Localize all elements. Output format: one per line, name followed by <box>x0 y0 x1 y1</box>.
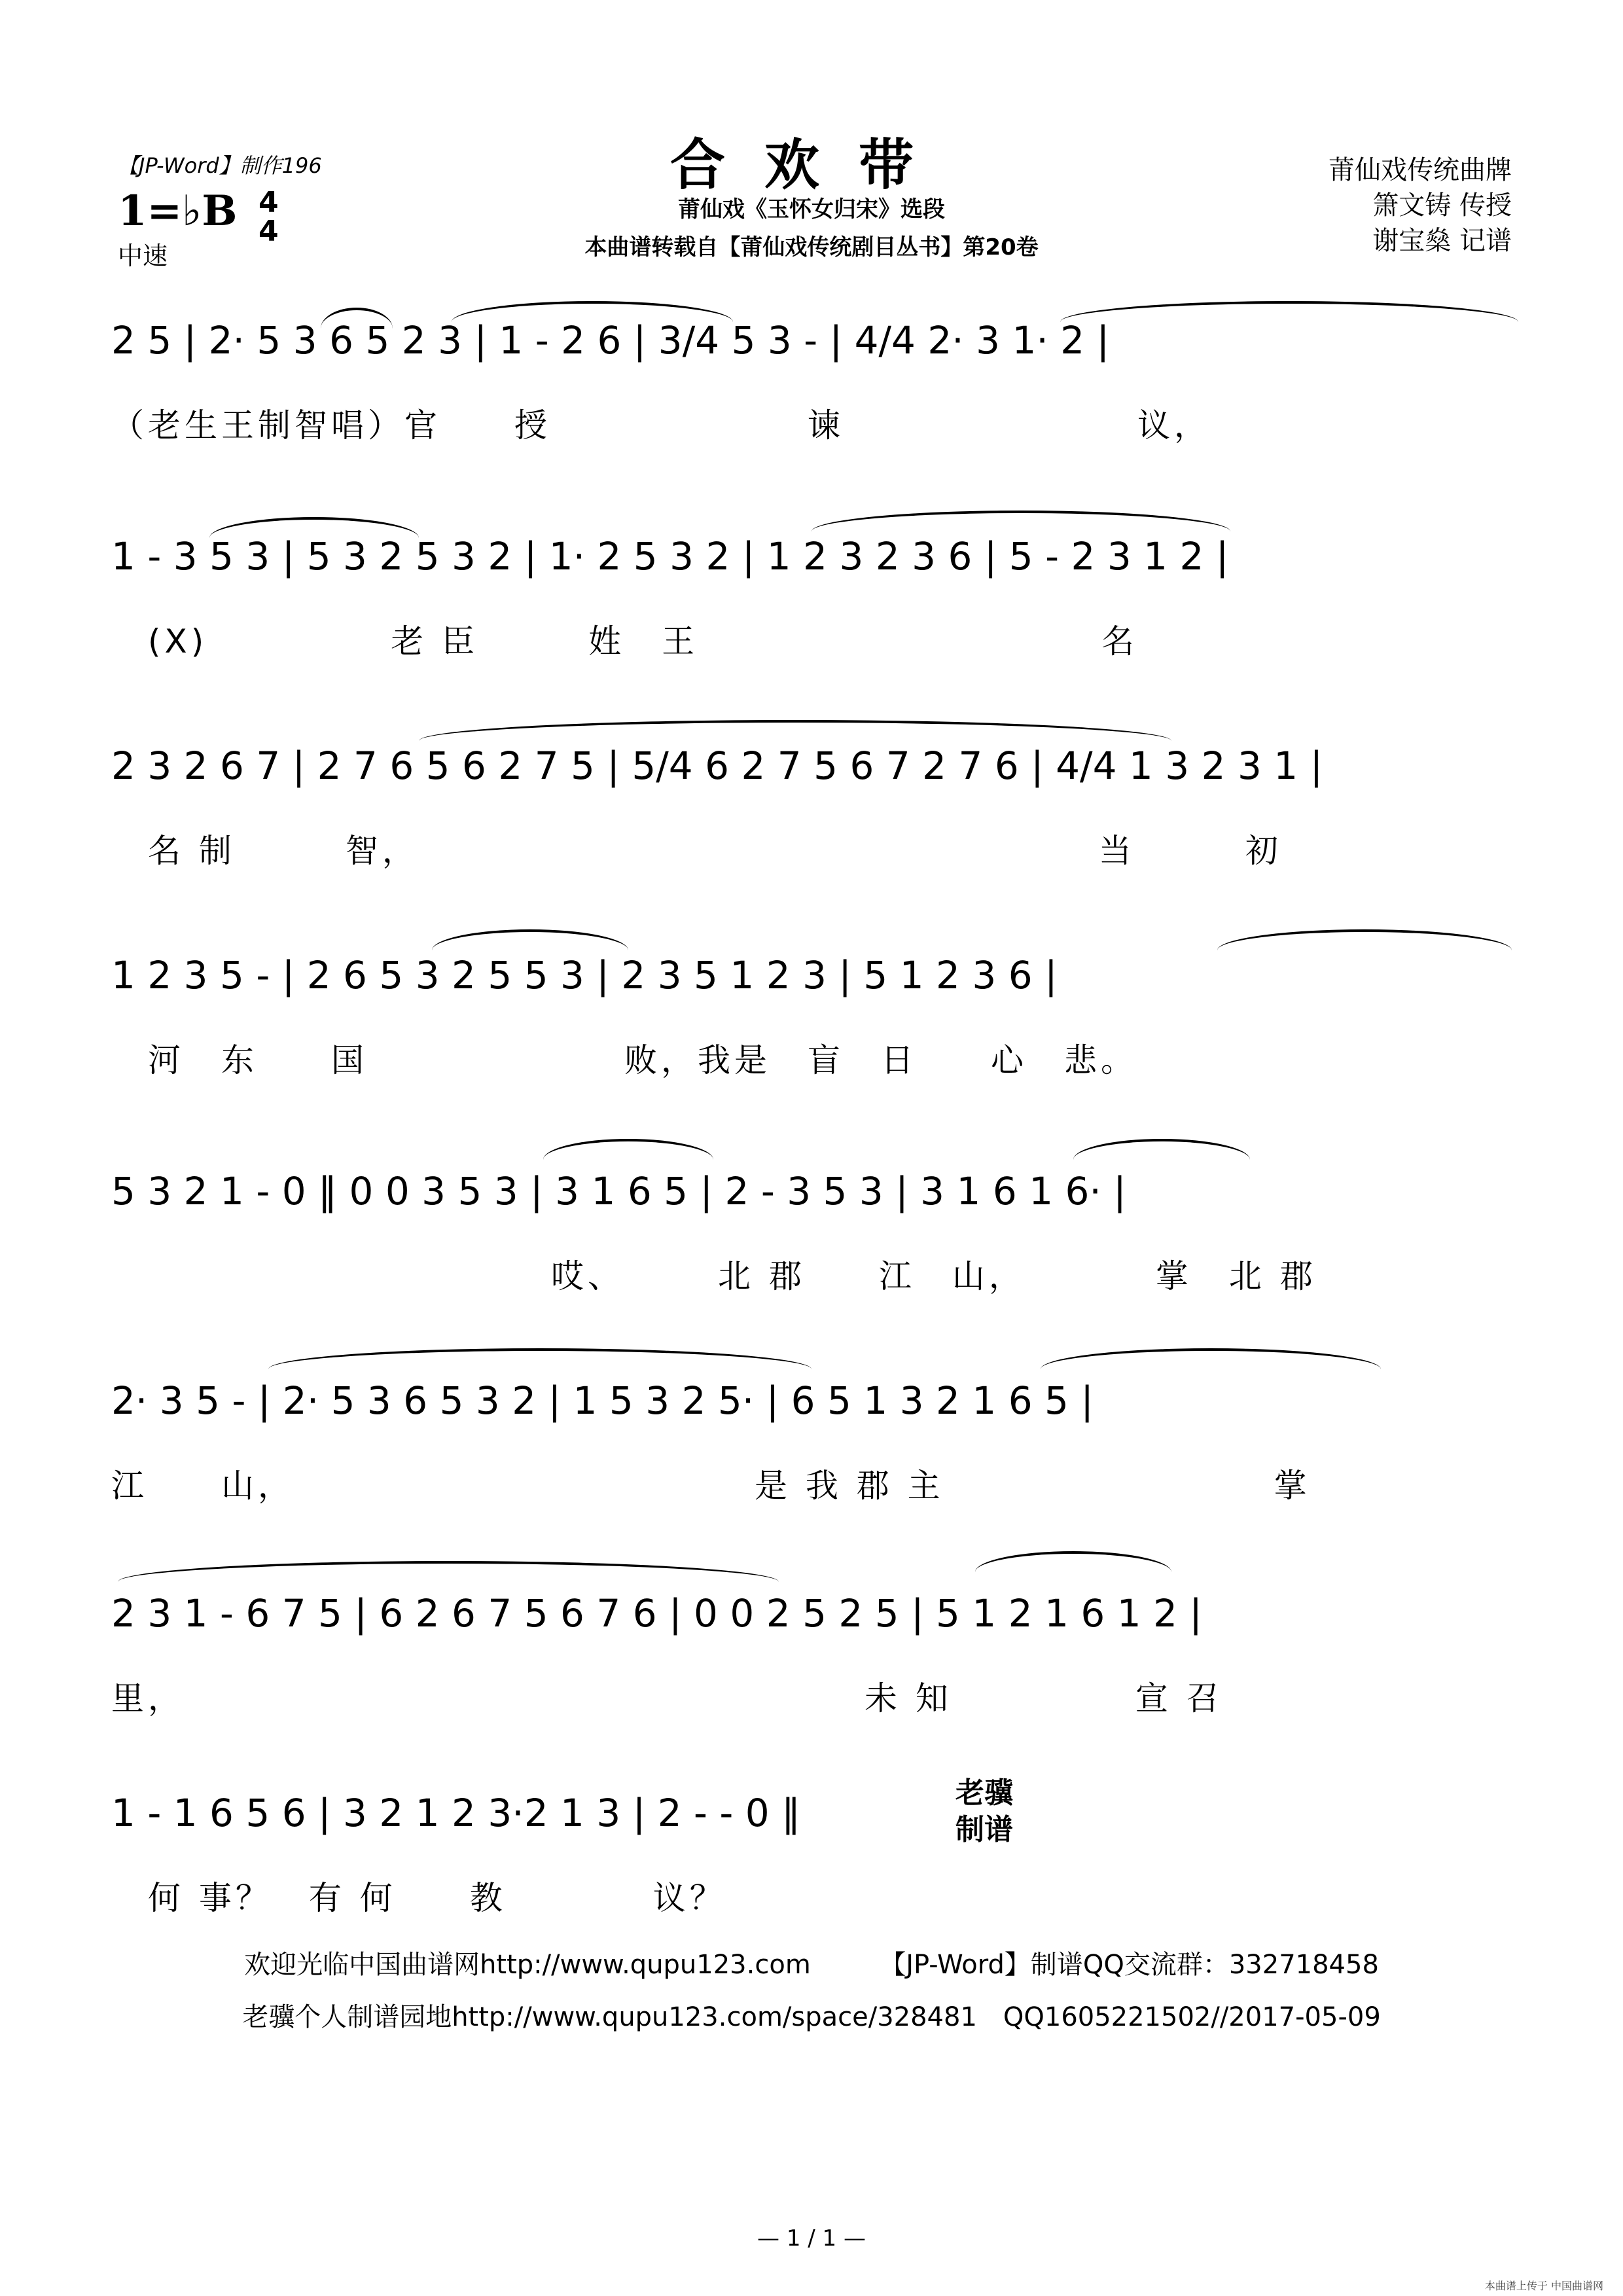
notation-line: 2 5 | 2· 5 3 6 5 2 3 | 1 - 2 6 | 3/4 5 3 - | 4/4 2· 3 1· 2 | <box>111 318 1110 363</box>
transcriber-label: 谢宝燊 记谱 <box>1372 226 1512 256</box>
notation-line: 2 3 1 - 6 7 5 | 6 2 6 7 5 6 7 6 | 0 0 2 5 2 5 | 5 1 2 1 6 1 2 | <box>111 1591 1202 1636</box>
slur-arc <box>419 720 1171 741</box>
site-welcome-link[interactable]: 欢迎光临中国曲谱网http://www.qupu123.com <box>244 1950 811 1980</box>
qq-group-info: 【JP-Word】制谱QQ交流群：332718458 <box>880 1950 1379 1980</box>
notation-line: 2 3 2 6 7 | 2 7 6 5 6 2 7 5 | 5/4 6 2 7 5 6 7 2 7 6 | 4/4 1 3 2 3 1 | <box>111 744 1323 788</box>
slur-arc <box>975 1551 1171 1572</box>
system-3 <box>111 740 1512 872</box>
slur-arc <box>268 1348 812 1369</box>
system-4 <box>111 949 1512 1081</box>
lyrics-line: (X) 老 臣 姓 王 名 <box>111 622 1139 660</box>
system-5 <box>111 1165 1512 1297</box>
slur-arc <box>118 1561 779 1582</box>
maker-label: 【JP-Word】制作196 <box>118 153 322 178</box>
source-note: 本曲谱转载自【莆仙戏传统剧目丛书】第20卷 <box>584 234 1039 260</box>
time-numerator: 4 <box>259 186 279 219</box>
end-mark-line-1: 老骥 <box>955 1776 1013 1810</box>
system-7 <box>111 1587 1512 1719</box>
lyrics-line: 何 事？ 有 何 教 议？ <box>111 1879 726 1917</box>
lyrics-line: 名 制 智， 当 初 <box>111 832 1282 870</box>
time-denominator: 4 <box>259 215 279 248</box>
slur-arc <box>1217 929 1512 950</box>
key-signature: 1=♭B <box>118 187 238 236</box>
corner-tag: 本曲谱上传于 中国曲谱网 <box>1484 2280 1603 2292</box>
slur-arc <box>1041 1348 1381 1369</box>
slur-arc <box>1073 1139 1250 1160</box>
notation-line: 1 - 3 5 3 | 5 3 2 5 3 2 | 1· 2 5 3 2 | 1 2 3 2 3 6 | 5 - 2 3 1 2 | <box>111 534 1229 579</box>
slur-arc <box>432 929 628 950</box>
slur-arc <box>452 301 733 322</box>
lyrics-line: 哎、 北 郡 江 山， 掌 北 郡 <box>111 1257 1317 1295</box>
slur-arc <box>1060 301 1518 322</box>
system-1 <box>111 314 1512 446</box>
system-8 <box>111 1787 1512 1919</box>
page-number: — 1 / 1 — <box>757 2225 866 2251</box>
notation-line: 1 2 3 5 - | 2 6 5 3 2 5 5 3 | 2 3 5 1 2 3 | 5 1 2 3 6 | <box>111 953 1058 997</box>
system-6 <box>111 1374 1512 1507</box>
lyrics-line: （老生王制智唱）官 授 谏 议， <box>111 406 1211 444</box>
footer-line-2[interactable]: 老骥个人制谱园地http://www.qupu123.com/space/328481 QQ1605221502//2017-05-09 <box>242 2002 1381 2032</box>
footer-line-1 <box>0 1944 1623 1981</box>
lyrics-line: 里， 未 知 宣 召 <box>111 1679 1223 1717</box>
system-2 <box>111 530 1512 662</box>
genre-label: 莆仙戏传统曲牌 <box>1329 155 1512 185</box>
notation-line: 5 3 2 1 - 0 ‖ 0 0 3 5 3 | 3 1 6 5 | 2 - 3 5 3 | 3 1 6 1 6· | <box>111 1169 1126 1213</box>
slur-arc <box>812 511 1230 531</box>
tempo-marking: 中速 <box>118 242 168 270</box>
subtitle: 莆仙戏《玉怀女归宋》选段 <box>678 196 945 223</box>
page-title: 合欢带 <box>669 132 953 197</box>
teacher-label: 箫文铸 传授 <box>1372 190 1512 221</box>
lyrics-line: 河 东 国 败，我是 盲 日 心 悲。 <box>111 1041 1137 1079</box>
notation-line: 1 - 1 6 5 6 | 3 2 1 2 3·2 1 3 | 2 - - 0 ‖ <box>111 1791 801 1835</box>
lyrics-line: 江 山， 是 我 郡 主 掌 <box>111 1467 1311 1505</box>
time-signature <box>259 188 279 246</box>
end-mark-line-2: 制谱 <box>955 1813 1013 1846</box>
slur-arc <box>543 1139 713 1160</box>
slur-arc <box>209 517 419 538</box>
notation-line: 2· 3 5 - | 2· 5 3 6 5 3 2 | 1 5 3 2 5· | 6 5 1 3 2 1 6 5 | <box>111 1378 1094 1423</box>
end-mark <box>955 1775 1013 1848</box>
slur-arc <box>321 308 393 329</box>
